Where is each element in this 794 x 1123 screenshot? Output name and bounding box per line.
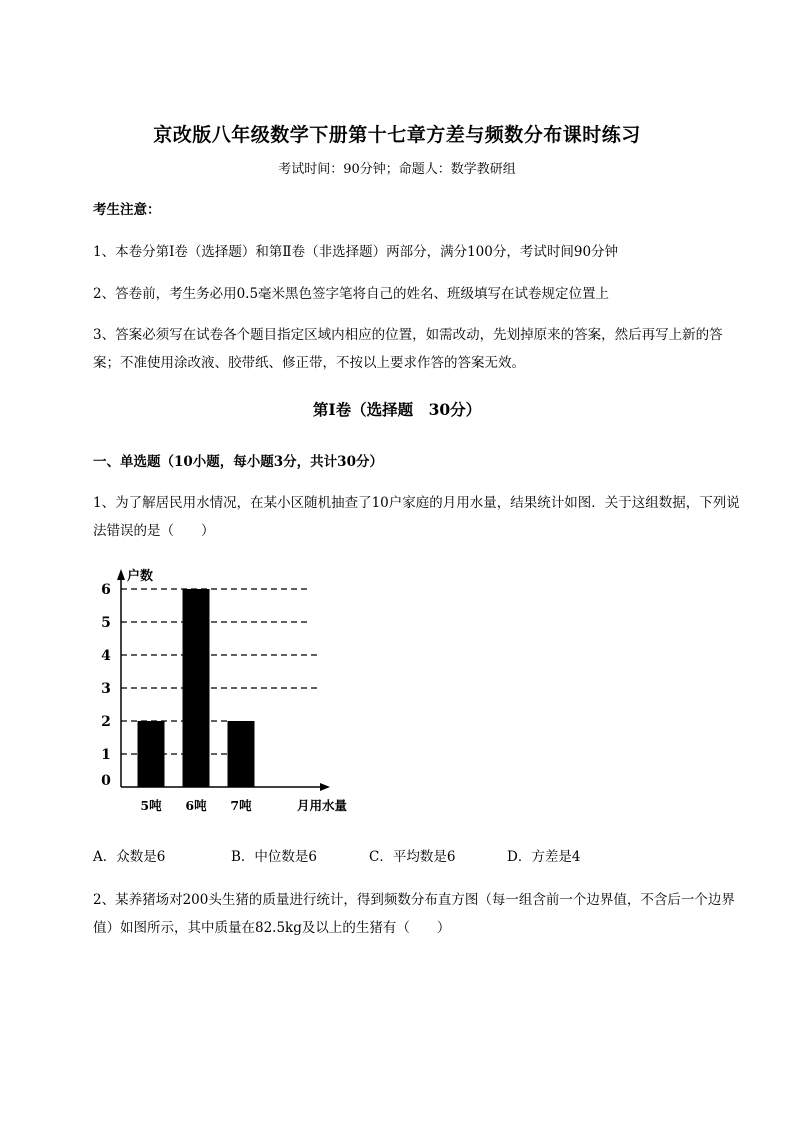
notice-item-2: 2、答卷前，考生务必用0.5毫米黑色签字笔将自己的姓名、班级填写在试卷规定位置上 bbox=[93, 286, 610, 302]
notice-heading: 考生注意： bbox=[93, 202, 161, 218]
water-usage-bar-chart bbox=[90, 560, 370, 820]
y-tick-label: 2 bbox=[101, 714, 111, 730]
x-axis-label: 月用水量 bbox=[296, 798, 348, 813]
question-1-options bbox=[93, 845, 743, 869]
bar bbox=[138, 721, 165, 787]
y-tick-label: 3 bbox=[101, 681, 111, 697]
x-tick-label: 6吨 bbox=[185, 798, 207, 813]
y-tick-label: 6 bbox=[101, 582, 111, 598]
x-tick-label: 5吨 bbox=[140, 798, 162, 813]
question-2-text: 2、某养猪场对200头生猪的质量进行统计，得到频数分布直方图（每一组含前一个边界值，不含后一个边界值）如图所示，其中质量在82.5kg及以上的生猪有（ ） bbox=[93, 892, 735, 936]
y-tick-label: 1 bbox=[101, 747, 111, 763]
notice-item-3: 3、答案必须写在试卷各个题目指定区域内相应的位置，如需改动，先划掉原来的答案，然后再写上新的答案；不准使用涂改液、胶带纸、修正带，不按以上要求作答的答案无效。 bbox=[93, 327, 723, 371]
option-d[interactable]: D．方差是4 bbox=[507, 849, 581, 865]
section-title: 第I卷（选择题 30分） bbox=[312, 400, 482, 419]
option-c[interactable]: C．平均数是6 bbox=[369, 849, 456, 865]
y-axis-label: 户数 bbox=[127, 569, 154, 584]
bar bbox=[183, 589, 210, 787]
option-b[interactable]: B．中位数是6 bbox=[231, 849, 318, 865]
exam-info: 考试时间：90分钟；命题人：数学教研组 bbox=[278, 162, 516, 177]
option-a[interactable]: A．众数是6 bbox=[93, 849, 166, 865]
question-1-text: 1、为了解居民用水情况，在某小区随机抽查了10户家庭的月用水量，结果统计如图．关于这组数据，下列说法错误的是（ ） bbox=[93, 495, 740, 539]
y-tick-label: 0 bbox=[101, 773, 111, 789]
y-axis-arrow bbox=[117, 569, 125, 580]
part-heading: 一、单选题（10小题，每小题3分，共计30分） bbox=[93, 454, 383, 470]
x-tick-label: 7吨 bbox=[230, 798, 252, 813]
x-axis-arrow bbox=[320, 783, 330, 791]
y-tick-label: 5 bbox=[101, 615, 111, 631]
page-title: 京改版八年级数学下册第十七章方差与频数分布课时练习 bbox=[153, 124, 641, 146]
bar bbox=[228, 721, 255, 787]
y-tick-label: 4 bbox=[101, 648, 111, 664]
notice-item-1: 1、本卷分第I卷（选择题）和第Ⅱ卷（非选择题）两部分，满分100分，考试时间90分钟 bbox=[93, 244, 619, 260]
